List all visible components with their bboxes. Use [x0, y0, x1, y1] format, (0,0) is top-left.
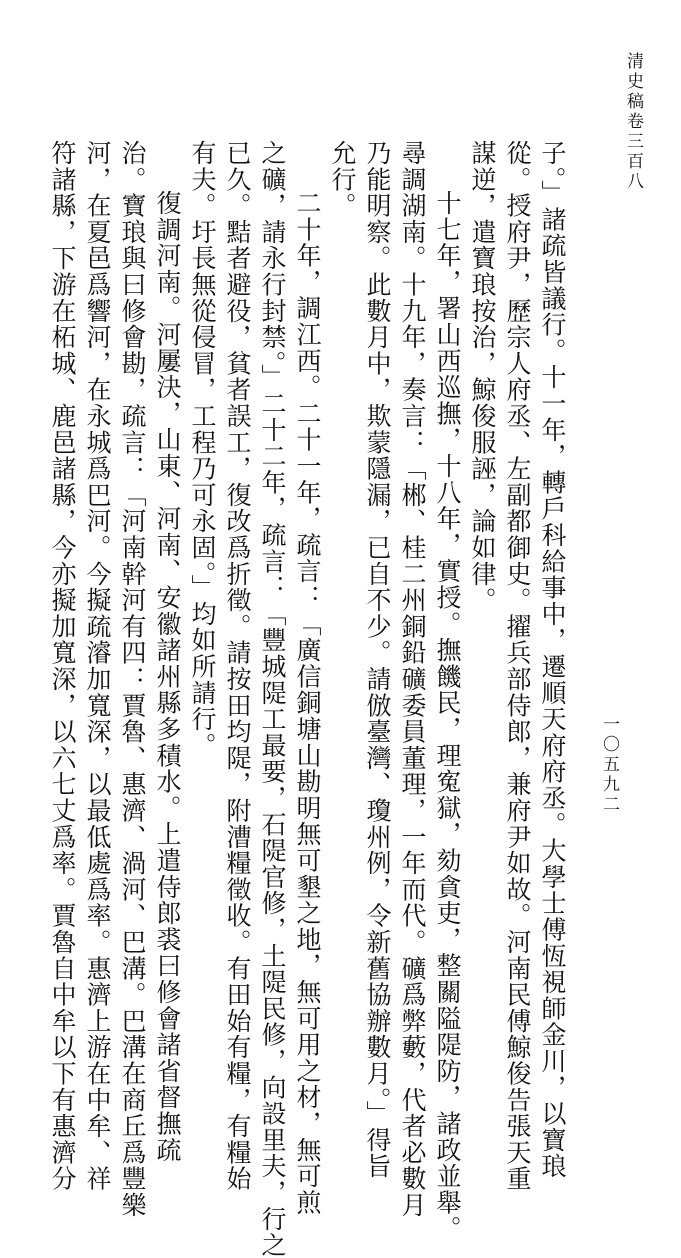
text-column: 十七年，署山西巡撫，十八年，實授。撫饑民，理寃獄，劾貪吏，整關隘隄防，諸政並舉。 [433, 190, 462, 1242]
text-column: 河，在夏邑爲響河，在永城爲巴河。今擬疏濬加寬深，以最低處爲率。惠濟上游在中牟、祥 [83, 140, 112, 1192]
text-column: 二十年，調江西。二十一年，疏言：「廣信銅塘山勘明無可墾之地，無可用之材，無可煎 [293, 190, 322, 1216]
text-column: 乃能明察。此數月中，欺蒙隱漏，已自不少。請倣臺灣、瓊州例，令新舊協辦數月。」得旨 [363, 140, 392, 1180]
text-column: 已久。黠者避役，貧者誤工，復改爲折徵。請按田均隄，附漕糧徵收。有田始有糧，有糧始 [223, 140, 252, 1192]
page-number: 一〇五九二 [599, 715, 619, 815]
text-column: 尋調湖南。十九年，奏言：「郴、桂二州銅鉛礦委員董理，一年而代。礦爲弊藪，代者必數月 [398, 140, 427, 1219]
text-column: 從。授府尹，歷宗人府丞、左副都御史。擢兵部侍郎，兼府尹如故。河南民傅鯨俊告張天重 [503, 140, 532, 1192]
text-column: 有夫。圩長無從侵冒，工程乃可永固。」均如所請行。 [188, 140, 217, 759]
running-title: 清史稿卷三百八 [623, 52, 643, 192]
text-column: 治。寶琅與曰修會勘，疏言：「河南幹河有四：賈魯、惠濟、渦河、巴溝。巴溝在商丘爲豐樂 [118, 140, 147, 1219]
text-column: 允行。 [328, 140, 357, 219]
text-column: 子。」諸疏皆議行。十一年，轉戶科給事中，遷順天府府丞。大學士傅恆視師金川，以寶琅 [538, 140, 567, 1180]
text-column: 符諸縣，下游在柘城、鹿邑諸縣，今亦擬加寬深，以六七丈爲率。賈魯自中牟以下有惠濟分 [48, 140, 77, 1192]
text-column: 復調河南。河屢決，山東、河南、安徽諸州縣多積水。上遣侍郎裘曰修會諸省督撫疏 [153, 190, 182, 1164]
text-column: 之礦，請永行封禁。」二十二年，疏言：「豐城隄工最要，石隄官修，土隄民修，向設里夫，行之 [258, 140, 287, 1258]
text-column: 謀逆，遣寶琅按治，鯨俊服誣，論如律。 [468, 140, 497, 614]
